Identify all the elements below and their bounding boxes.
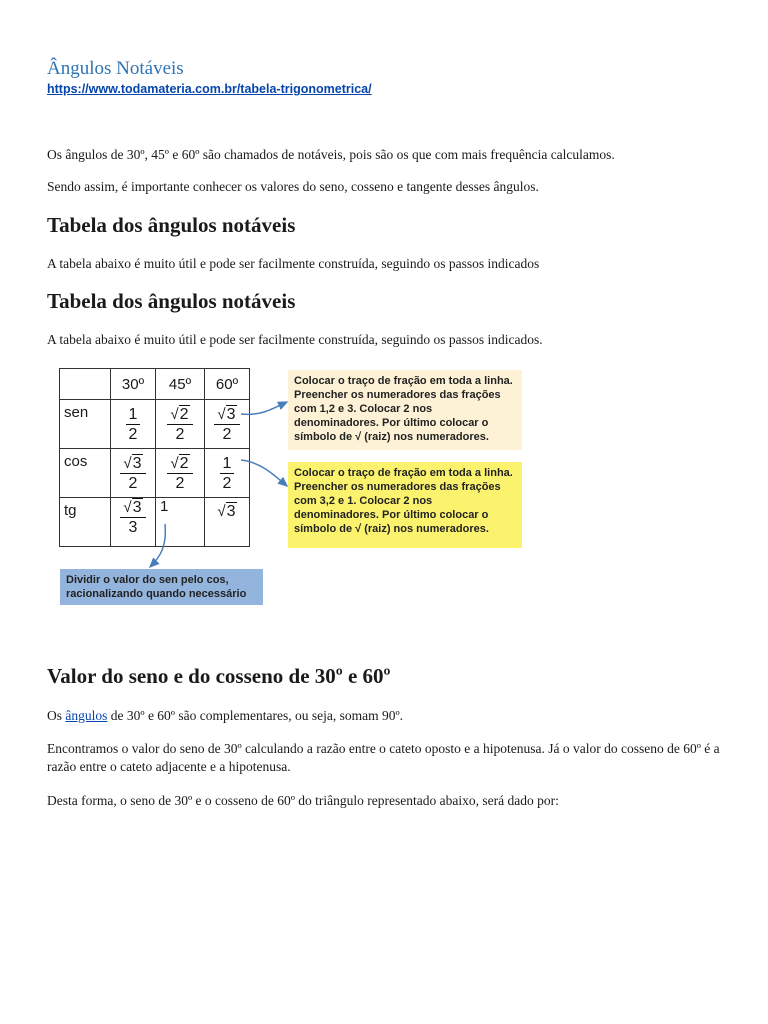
numerator: 1 bbox=[128, 405, 138, 423]
denominator: 2 bbox=[120, 473, 145, 493]
section3-paragraph-3: Desta forma, o seno de 30º e o cosseno de 60º do triângulo representado abaixo, será dado por: bbox=[47, 793, 559, 808]
arrow-to-note3 bbox=[150, 524, 165, 567]
denominator: 3 bbox=[120, 517, 145, 537]
table-header-60: 60º bbox=[205, 369, 250, 400]
sqrt-icon: √ bbox=[170, 405, 179, 423]
value: 1 bbox=[160, 498, 169, 515]
sqrt-icon: √ bbox=[123, 499, 132, 516]
trig-table-figure bbox=[55, 362, 535, 612]
section3-paragraph-2: Encontramos o valor do seno de 30º calculando a razão entre o cateto oposto e a hipotenusa. Já o valor do cosseno de 60º é a razão entre o cateto adjacente e a hipotenusa. bbox=[47, 741, 720, 774]
table-header-45: 45º bbox=[156, 369, 205, 400]
denominator: 2 bbox=[167, 473, 192, 493]
section-text-1: A tabela abaixo é muito útil e pode ser facilmente construída, seguindo os passos indicados bbox=[47, 256, 540, 271]
denominator: 2 bbox=[167, 424, 192, 444]
root-numerator: √3 bbox=[123, 499, 142, 516]
note-tg-instructions: Dividir o valor do sen pelo cos, racionalizando quando necessário bbox=[60, 569, 263, 605]
root-numerator: √2 bbox=[170, 405, 189, 423]
root-numerator: √3 bbox=[123, 454, 142, 472]
section3-paragraph-1: Os ângulos de 30º e 60º são complementares, ou seja, somam 90º. bbox=[47, 708, 403, 723]
section-text-2: A tabela abaixo é muito útil e pode ser facilmente construída, seguindo os passos indicados. bbox=[47, 332, 543, 347]
sqrt-icon: √ bbox=[217, 503, 226, 520]
note-cos-instructions: Colocar o traço de fração em toda a linha. Preencher os numeradores das frações com 3,2 e 1. Colocar 2 nos denominadores. Por último colocar o símbolo de √ (raiz) nos numeradores. bbox=[288, 462, 522, 548]
denominator: 2 bbox=[214, 424, 239, 444]
intro-paragraph-1: Os ângulos de 30º, 45º e 60º são chamados de notáveis, pois são os que com mais frequência calculamos. bbox=[47, 147, 615, 162]
root-value: √3 bbox=[217, 503, 236, 520]
sqrt-icon: √ bbox=[123, 454, 132, 472]
arrow-to-note1 bbox=[241, 402, 287, 414]
angulos-link[interactable]: ângulos bbox=[65, 708, 108, 723]
denominator: 2 bbox=[220, 473, 235, 493]
row-label-cos: cos bbox=[60, 449, 111, 498]
sqrt-icon: √ bbox=[170, 454, 179, 472]
section-heading-3: Valor do seno e do cosseno de 30º e 60º bbox=[47, 664, 391, 688]
arrow-to-note2 bbox=[241, 460, 287, 486]
root-numerator: √2 bbox=[170, 454, 189, 472]
row-label-sen: sen bbox=[60, 400, 111, 449]
numerator: 1 bbox=[222, 454, 232, 472]
intro-paragraph-2: Sendo assim, é importante conhecer os valores do seno, cosseno e tangente desses ângulos. bbox=[47, 179, 539, 194]
section-heading-1: Tabela dos ângulos notáveis bbox=[47, 213, 296, 237]
denominator: 2 bbox=[126, 424, 141, 444]
note-sen-instructions: Colocar o traço de fração em toda a linha. Preencher os numeradores das frações com 1,2 e 3. Colocar 2 nos denominadores. Por último colocar o símbolo de √ (raiz) nos numeradores. bbox=[288, 370, 522, 450]
section-heading-2: Tabela dos ângulos notáveis bbox=[47, 289, 296, 313]
arrow-connectors bbox=[55, 362, 535, 612]
source-link[interactable]: https://www.todamateria.com.br/tabela-trigonometrica/ bbox=[47, 82, 372, 96]
row-label-tg: tg bbox=[60, 498, 111, 547]
root-numerator: √3 bbox=[217, 405, 236, 423]
table-header-30: 30º bbox=[111, 369, 156, 400]
document-title: Ângulos Notáveis bbox=[47, 58, 184, 79]
sqrt-icon: √ bbox=[217, 405, 226, 423]
